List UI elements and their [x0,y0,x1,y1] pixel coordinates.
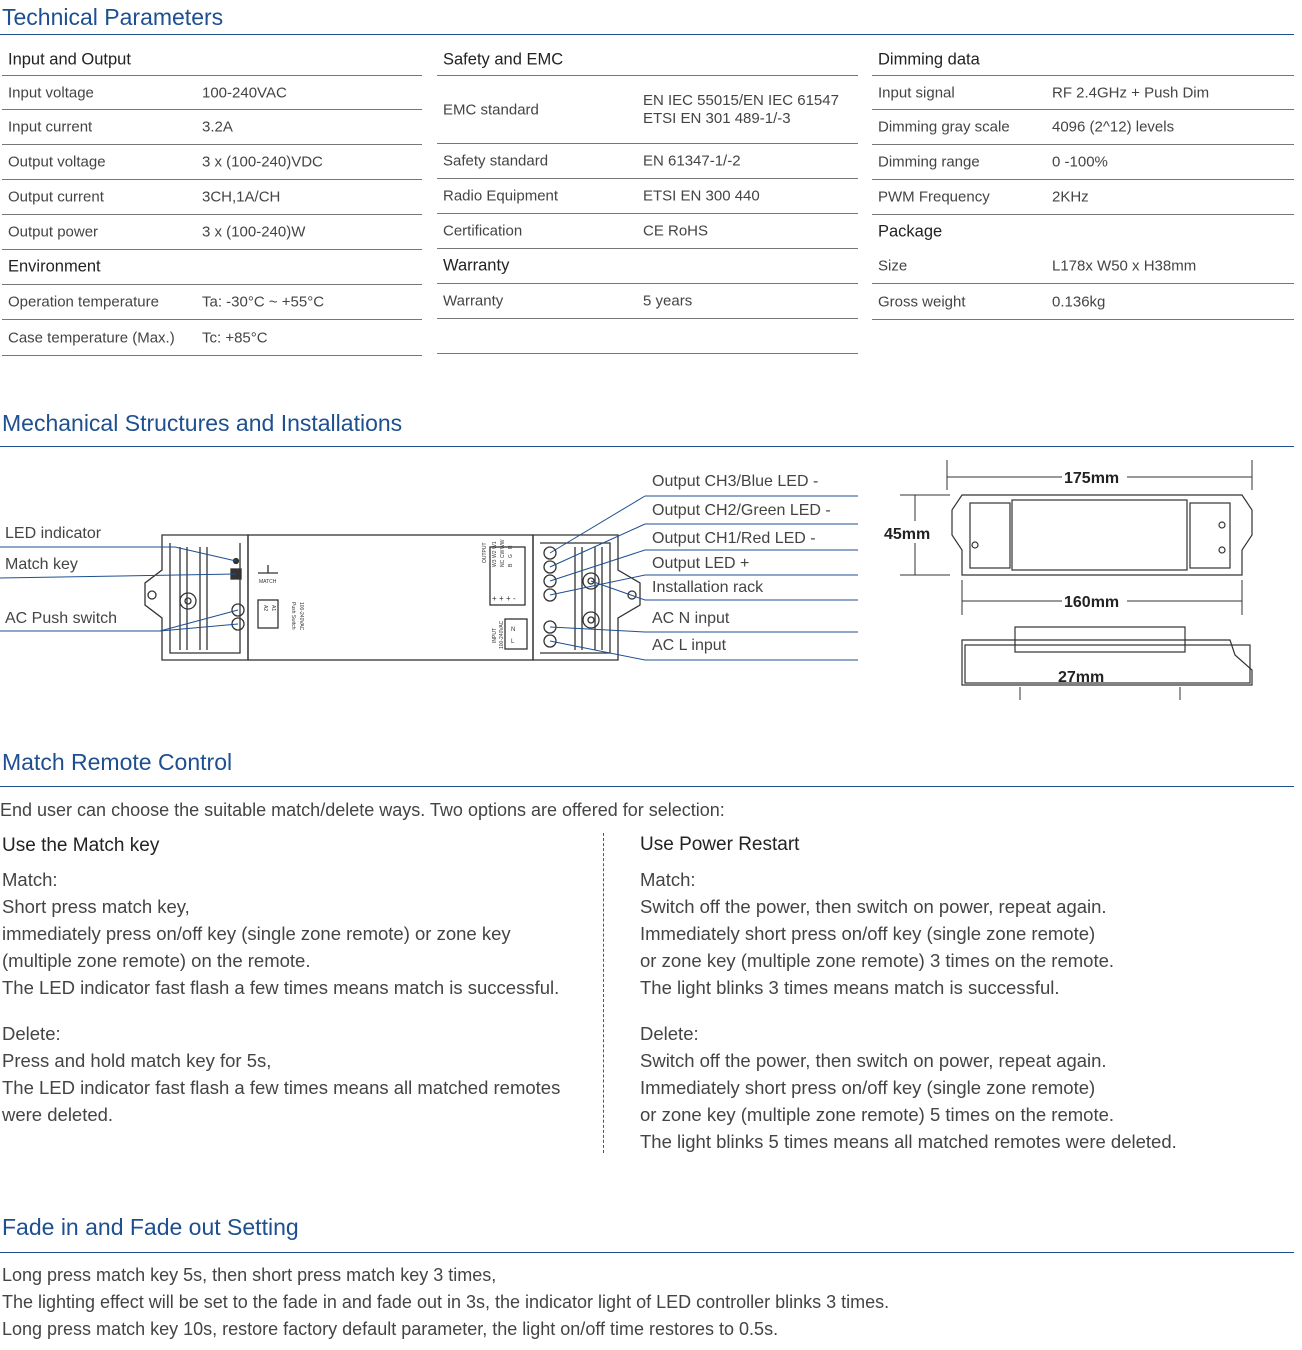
param-table-col1 [2,44,422,356]
terminal-polarity: + [506,594,511,603]
group-title: Safety and EMC [443,50,564,68]
param-value: 3 x (100-240)W [202,223,306,241]
table-row [437,144,858,179]
fade-line: The lighting effect will be set to the fade in and fade out in 3s, the indicator light of LED controller blinks 3 times. [2,1292,890,1312]
label-output-ch3: Output CH3/Blue LED - [652,473,819,490]
table-row [2,285,422,320]
label-ac-push-switch: AC Push switch [5,610,118,627]
section-rule [0,34,1294,35]
match-left-delete-line: Press and hold match key for 5s, [2,1050,272,1071]
push-terminal-label: A1 [270,605,276,612]
match-right-delete-line: or zone key (multiple zone remote) 5 times on the remote. [640,1104,1115,1125]
param-value: 100-240VAC [202,84,287,101]
terminal-polarity: - [513,594,516,603]
dim-depth: 27mm [1058,669,1105,686]
fade-line: Long press match key 10s, restore factory default parameter, the light on/off time restores to 0.5s. [2,1319,779,1339]
table-row [2,215,422,250]
param-table-col3 [872,44,1294,320]
match-right-delete-line: Switch off the power, then switch on power, repeat again. [640,1050,1107,1071]
param-table-col2 [437,44,858,354]
match-left-line: The LED indicator fast flash a few times means match is successful. [2,977,560,998]
param-value: CE RoHS [643,222,709,240]
section-title-technical: Technical Parameters [2,4,224,30]
dimension-drawing [952,495,1252,685]
match-left-delete-line: The LED indicator fast flash a few times means all matched remotes [2,1077,561,1098]
param-key: Dimming gray scale [878,118,1010,136]
match-right-match-label: Match: [640,869,696,890]
param-key: Case temperature (Max.) [8,329,175,346]
table-group-header [2,44,422,76]
param-value: 3CH,1A/CH [202,188,281,206]
terminal-label: G [508,554,514,558]
match-intro: End user can choose the suitable match/delete ways. Two options are offered for selection: [0,800,725,820]
terminal-polarity: + [499,594,504,603]
terminal-polarity: + [492,594,497,603]
device-match-text: MATCH [259,579,277,585]
table-rule [872,319,1294,320]
param-key: Input voltage [8,84,94,101]
param-value: EN 61347-1/-2 [643,152,741,170]
param-value [643,92,839,128]
match-right-line: The light blinks 3 times means match is successful. [640,977,1060,998]
table-row [2,320,422,356]
param-key: Gross weight [878,293,966,310]
param-value: 2KHz [1052,188,1089,206]
param-key: Radio Equipment [443,187,559,205]
group-title: Environment [8,257,101,276]
label-ac-n-input: AC N input [652,610,730,627]
table-row [2,145,422,180]
dim-inner: 160mm [1064,594,1120,611]
label-output-led-plus: Output LED + [652,555,750,572]
param-key: Output power [8,223,99,241]
group-title: Warranty [443,256,510,275]
param-key: Output current [8,188,104,206]
controller-device [145,535,640,660]
table-row [872,284,1294,319]
param-key: Input signal [878,84,955,101]
param-value: Ta: -30°C ~ +55°C [202,293,325,311]
match-left-line: immediately press on/off key (single zone remote) or zone key [2,923,511,944]
label-output-ch1: Output CH1/Red LED - [652,530,816,547]
group-title: Dimming data [878,50,980,68]
dimension-lines [900,460,1252,700]
dim-length: 175mm [1064,470,1120,487]
param-value: Tc: +85°C [202,329,268,346]
terminal-label: R [508,545,514,549]
section-title-mechanical: Mechanical Structures and Installations [2,410,403,436]
label-output-ch2: Output CH2/Green LED - [652,502,831,519]
column-divider [603,833,604,1153]
table-row [872,110,1294,145]
installation-diagram [0,455,1302,705]
section-title-match: Match Remote Control [2,749,233,775]
param-value: 0 -100% [1052,153,1108,171]
table-row [437,179,858,214]
device-push-v-text: 100-240VAC [298,602,304,631]
match-right-delete-line: The light blinks 5 times means all matched remotes were deleted. [640,1131,1177,1152]
dim-height: 45mm [884,526,931,543]
label-ac-l-input: AC L input [652,637,727,654]
match-right-line: Switch off the power, then switch on power, repeat again. [640,896,1107,917]
label-led-indicator: LED indicator [5,525,102,542]
param-value: L178x W50 x H38mm [1052,257,1197,275]
terminal-input-label: N [511,627,516,633]
match-left-line: (multiple zone remote) on the remote. [2,950,311,971]
section-rule [0,1252,1294,1253]
terminal-label: W1 [492,541,498,549]
terminal-label: WW [500,539,506,549]
device-output-text: OUTPUT [482,542,488,563]
group-title: Input and Output [8,50,131,68]
terminal-label: W2 [492,550,498,558]
table-row [437,214,858,249]
table-row [2,76,422,110]
match-right-line: or zone key (multiple zone remote) 3 times on the remote. [640,950,1115,971]
match-right-line: Immediately short press on/off key (single zone remote) [640,923,1096,944]
param-value: RF 2.4GHz + Push Dim [1052,84,1210,101]
device-push-text: Push Switch [290,602,296,630]
param-key: Safety standard [443,152,549,170]
table-row-empty [437,319,858,354]
table-group-header [437,44,858,76]
section-title-fade: Fade in and Fade out Setting [2,1214,299,1240]
label-installation-rack: Installation rack [652,579,764,596]
table-row [2,110,422,145]
param-key: Output voltage [8,153,106,171]
section-rule [0,446,1294,447]
terminal-label: NC [500,559,506,567]
param-key: Certification [443,222,523,240]
table-group-header [2,250,422,285]
terminal-label: B [508,563,514,567]
group-title: Package [878,222,943,241]
terminal-input-label: L [511,639,515,645]
terminal-label: W3 [492,559,498,567]
param-key: Dimming range [878,153,980,171]
table-row [872,180,1294,215]
param-value: 4096 (2^12) levels [1052,118,1175,136]
match-right-title: Use Power Restart [640,834,800,855]
dimension-labels [884,470,1119,686]
param-key: Operation temperature [8,293,159,311]
param-value-line1: EN IEC 55015/EN IEC 61547 [643,91,839,109]
match-right-delete-line: Immediately short press on/off key (single zone remote) [640,1077,1096,1098]
match-left-delete-label: Delete: [2,1023,61,1044]
table-row [2,180,422,215]
section-rule [0,786,1294,787]
param-key: Warranty [443,292,504,310]
fade-line: Long press match key 5s, then short press match key 3 times, [2,1265,497,1285]
push-terminal-label: A2 [262,605,268,612]
table-row [872,249,1294,284]
match-left-line: Short press match key, [2,896,190,917]
table-group-header [437,249,858,284]
table-row [437,284,858,319]
device-input-text: INPUT [492,628,498,643]
table-row [437,76,858,144]
table-group-header [872,44,1294,76]
param-key: Input current [8,118,93,136]
param-key: EMC standard [443,101,539,118]
match-left-delete-line: were deleted. [2,1104,114,1125]
match-left-match-label: Match: [2,869,58,890]
terminal-label: CW [500,549,506,558]
param-value: 0.136kg [1052,293,1106,310]
device-input-v-text: 100-240VAC [499,620,505,649]
param-key: PWM Frequency [878,188,990,206]
param-key: Size [878,257,908,275]
param-value: 3.2A [202,118,233,136]
param-value-line2: ETSI EN 301 489-1/-3 [643,109,791,127]
device-print [259,542,505,649]
match-left-title: Use the Match key [2,835,160,856]
param-value: 3 x (100-240)VDC [202,153,323,171]
table-row [872,145,1294,180]
label-match-key: Match key [5,556,78,573]
param-value: ETSI EN 300 440 [643,187,760,205]
table-row [872,76,1294,110]
param-value: 5 years [643,292,693,310]
leaders-right [550,496,858,660]
table-group-header [872,215,1294,249]
match-right-delete-label: Delete: [640,1023,699,1044]
